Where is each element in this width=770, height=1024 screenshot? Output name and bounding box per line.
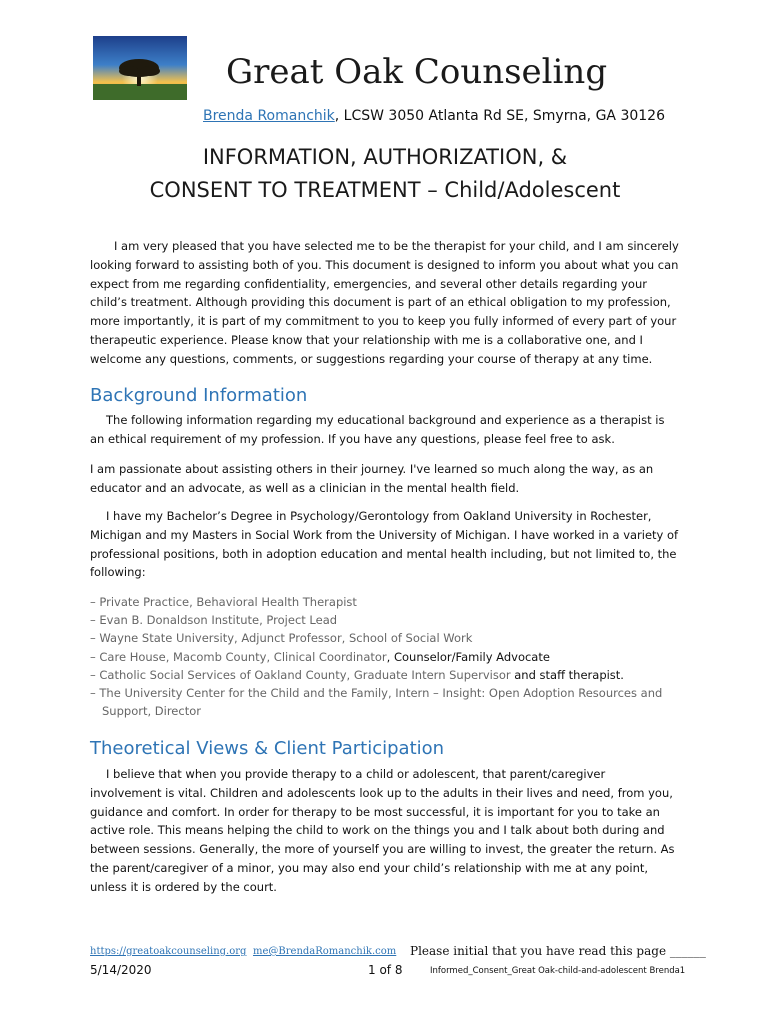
positions-list — [90, 593, 680, 720]
email-link[interactable]: me@BrendaRomanchik.com — [253, 946, 397, 957]
page-number: 1 of 8 — [368, 963, 403, 977]
contact-address: , LCSW 3050 Atlanta Rd SE, Smyrna, GA 30126 — [334, 108, 665, 124]
list-item: – The University Center for the Child and the Family, Intern – Insight: Open Adoption Resources and Support, Director — [90, 686, 663, 719]
list-item: – Evan B. Donaldson Institute, Project Lead — [90, 613, 338, 628]
background-paragraph-1: The following information regarding my educational background and experience as a therapist is an ethical requirement of my profession. If you have any questions, please feel free to ask. — [90, 413, 665, 446]
list-item: – Private Practice, Behavioral Health Therapist — [90, 595, 357, 609]
oak-tree-sunset-icon — [93, 36, 187, 100]
intro-paragraph: I am very pleased that you have selected me to be the therapist for your child, and I am sincerely looking forward to assisting both of you. This document is designed to inform you about what you can expect from me regarding confidentiality, emergencies, and several other details regarding your child’s treatment. Although providing this document is part of an ethical obligation to my profession, more importantly, it is part of my commitment to you to keep you fully informed of every part of your therapeutic experience. Please know that your relationship with me is a collaborative one, and I welcome any questions, comments, or suggestions regarding your course of therapy at any time. — [90, 239, 679, 366]
list-item: – Wayne State University, Adjunct Professor, School of Social Work — [90, 631, 473, 646]
initial-prompt: Please initial that you have read this page ______ — [410, 944, 706, 958]
document-title-line2: CONSENT TO TREATMENT – Child/Adolescent — [149, 178, 621, 202]
footer-filename: Informed_Consent_Great Oak-child-and-adolescent Brenda1 — [430, 966, 686, 976]
document-title-line1: INFORMATION, AUTHORIZATION, & — [202, 145, 568, 169]
org-title: Great Oak Counseling — [226, 52, 608, 92]
background-heading: Background Information — [90, 385, 308, 406]
contact-line — [203, 108, 665, 124]
list-item: – Catholic Social Services of Oakland County, Graduate Intern Supervisor and staff therapist. — [90, 667, 624, 682]
theoretical-paragraph: I believe that when you provide therapy to a child or adolescent, that parent/caregiver involvement is vital. Children and adolescents look up to the adults in their lives and need, from you, guidance and comfort. In order for therapy to be most successful, it is important for you to take an active role. This means helping the child to work on the things you and I talk about both during and between sessions. Generally, the more of yourself you are willing to invest, the greater the return. As the parent/caregiver of a minor, you may also end your child’s relationship with me at any point, unless it is ordered by the court. — [90, 767, 675, 894]
list-item: – Care House, Macomb County, Clinical Coordinator, Counselor/Family Advocate — [90, 649, 550, 664]
website-link[interactable]: https://greatoakcounseling.org — [90, 946, 247, 957]
footer-date: 5/14/2020 — [90, 963, 152, 977]
background-paragraph-2: I am passionate about assisting others in their journey. I've learned so much along the way, as an educator and an advocate, as well as a clinician in the mental health field. — [90, 462, 654, 495]
background-paragraph-3: I have my Bachelor’s Degree in Psychology/Gerontology from Oakland University in Rochester, Michigan and my Masters in Social Work from the University of Michigan. I have worked in a variety of professional positions, both in adoption education and mental health including, but not limited to, the following: — [90, 509, 679, 580]
theoretical-heading: Theoretical Views & Client Participation — [90, 738, 445, 759]
therapist-name-link[interactable]: Brenda Romanchik — [203, 108, 335, 124]
